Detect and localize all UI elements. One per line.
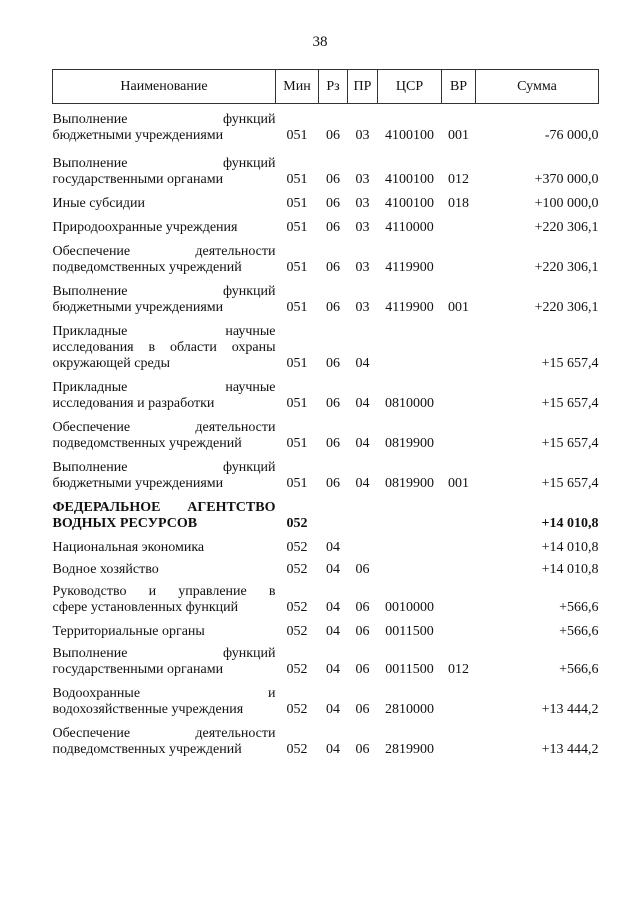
cell-pr [348, 492, 378, 532]
cell-min: 051 [286, 220, 308, 235]
budget-table [52, 69, 599, 758]
row-name-line: Выполнение функций [52, 284, 276, 299]
cell-csr: 4100100 [385, 196, 434, 211]
row-name-line: Водоохранные и [52, 686, 276, 701]
row-name-line: Обеспечение деятельности [52, 726, 276, 741]
row-name [53, 452, 276, 492]
table-header [53, 70, 599, 104]
cell-vr [442, 556, 476, 578]
cell-vr: 012 [448, 662, 469, 677]
cell-sum: +220 306,1 [534, 260, 599, 275]
row-name [53, 640, 276, 678]
cell-csr: 0819900 [385, 476, 434, 491]
cell-sum: +13 444,2 [541, 742, 599, 757]
row-name-line: Природоохранные учреждения [52, 220, 238, 235]
cell-vr [442, 616, 476, 640]
cell-sum: +566,6 [559, 624, 599, 639]
row-name [53, 276, 276, 316]
header-vr: ВР [442, 70, 476, 104]
row-name [53, 212, 276, 236]
row-name-line: Обеспечение деятельности [52, 244, 276, 259]
cell-rz: 06 [326, 260, 340, 275]
cell-rz: 06 [326, 356, 340, 371]
cell-vr [442, 316, 476, 372]
table-row [53, 276, 599, 316]
cell-vr: 018 [448, 196, 469, 211]
cell-vr [442, 236, 476, 276]
cell-min: 051 [286, 396, 308, 411]
cell-vr [442, 412, 476, 452]
row-name [53, 492, 276, 532]
cell-csr: 2810000 [385, 702, 434, 717]
cell-pr: 03 [355, 300, 370, 315]
cell-vr [442, 372, 476, 412]
cell-rz: 06 [326, 436, 340, 451]
row-name [53, 236, 276, 276]
cell-csr: 2819900 [385, 742, 434, 757]
table-row [53, 452, 599, 492]
cell-csr: 0819900 [385, 436, 434, 451]
cell-vr: 001 [448, 300, 469, 315]
cell-vr [442, 718, 476, 758]
cell-vr [442, 532, 476, 556]
row-name-line: ФЕДЕРАЛЬНОЕ АГЕНТСТВО [52, 500, 276, 515]
row-name [53, 144, 276, 188]
cell-min: 051 [286, 356, 308, 371]
row-name [53, 316, 276, 372]
cell-rz: 06 [326, 172, 340, 187]
row-name [53, 104, 276, 145]
cell-min: 051 [286, 476, 308, 491]
cell-pr: 06 [355, 662, 370, 677]
table-row [53, 718, 599, 758]
cell-csr: 4110000 [385, 220, 434, 235]
row-name-line: подведомственных учреждений [52, 260, 242, 275]
cell-csr: 4119900 [385, 300, 434, 315]
row-name-line: ВОДНЫХ РЕСУРСОВ [52, 516, 198, 531]
page-number: 38 [312, 34, 328, 50]
cell-vr [442, 212, 476, 236]
row-name-line: Водное хозяйство [52, 562, 159, 577]
row-name-line: Выполнение функций [52, 646, 276, 661]
row-name-line: государственными органами [52, 172, 224, 187]
row-name-line: бюджетными учреждениями [52, 476, 224, 491]
row-name-line: Руководство и управление в [52, 584, 276, 599]
cell-csr: 0011500 [385, 624, 434, 639]
header-csr: ЦСР [378, 70, 442, 104]
cell-csr: 4119900 [385, 260, 434, 275]
header-min: Мин [276, 70, 319, 104]
row-name [53, 678, 276, 718]
cell-csr [378, 316, 442, 372]
cell-rz: 04 [326, 600, 340, 615]
row-name-line: Прикладные научные [52, 380, 276, 395]
cell-sum: +566,6 [559, 600, 599, 615]
table-row [53, 578, 599, 616]
cell-min: 052 [286, 516, 308, 531]
cell-min: 051 [286, 172, 308, 187]
cell-rz: 06 [326, 128, 340, 143]
row-name-line: бюджетными учреждениями [52, 128, 224, 143]
cell-sum: +14 010,8 [541, 516, 599, 531]
cell-sum: +14 010,8 [541, 562, 599, 577]
row-name-line: Выполнение функций [52, 460, 276, 475]
cell-pr: 03 [355, 172, 370, 187]
cell-vr [442, 578, 476, 616]
cell-sum: +13 444,2 [541, 702, 599, 717]
table-row [53, 316, 599, 372]
table-row [53, 188, 599, 212]
cell-min: 052 [286, 624, 308, 639]
cell-min: 051 [286, 128, 308, 143]
row-name-line: бюджетными учреждениями [52, 300, 224, 315]
cell-min: 052 [286, 702, 308, 717]
row-name-line: исследования и разработки [52, 396, 215, 411]
cell-sum: +566,6 [559, 662, 599, 677]
row-name [53, 372, 276, 412]
cell-vr: 001 [448, 128, 469, 143]
cell-sum: +220 306,1 [534, 220, 599, 235]
row-name-line: исследования в области охраны [52, 340, 276, 355]
cell-min: 052 [286, 600, 308, 615]
row-name-line: Национальная экономика [52, 540, 205, 555]
cell-pr: 03 [355, 260, 370, 275]
cell-min: 052 [286, 540, 308, 555]
row-name-line: водохозяйственные учреждения [52, 702, 244, 717]
cell-vr [442, 678, 476, 718]
cell-csr [378, 556, 442, 578]
cell-rz: 06 [326, 196, 340, 211]
row-name-line: Выполнение функций [52, 112, 276, 127]
row-name-line: подведомственных учреждений [52, 436, 242, 451]
cell-pr: 06 [355, 742, 370, 757]
row-name [53, 412, 276, 452]
row-name-line: подведомственных учреждений [52, 742, 242, 757]
table-row [53, 556, 599, 578]
row-name [53, 188, 276, 212]
cell-min: 052 [286, 662, 308, 677]
cell-vr: 012 [448, 172, 469, 187]
row-name-line: Выполнение функций [52, 156, 276, 171]
cell-rz: 06 [326, 300, 340, 315]
table-row [53, 532, 599, 556]
cell-min: 051 [286, 260, 308, 275]
cell-rz: 06 [326, 476, 340, 491]
table-row [53, 412, 599, 452]
cell-pr: 03 [355, 196, 370, 211]
cell-csr: 0010000 [385, 600, 434, 615]
header-rz: Рз [319, 70, 348, 104]
table-row [53, 678, 599, 718]
row-name [53, 616, 276, 640]
cell-pr: 04 [355, 356, 370, 371]
cell-rz: 04 [326, 742, 340, 757]
row-name [53, 718, 276, 758]
cell-vr: 001 [448, 476, 469, 491]
cell-sum: +15 657,4 [541, 436, 599, 451]
cell-rz: 06 [326, 220, 340, 235]
cell-pr: 04 [355, 396, 370, 411]
cell-csr: 4100100 [385, 172, 434, 187]
cell-sum: +14 010,8 [541, 540, 599, 555]
header-name: Наименование [53, 70, 276, 104]
cell-rz: 04 [326, 624, 340, 639]
table-body [53, 104, 599, 759]
cell-csr: 4100100 [385, 128, 434, 143]
table-row [53, 144, 599, 188]
cell-rz: 04 [326, 540, 340, 555]
cell-sum: +15 657,4 [541, 476, 599, 491]
cell-pr [348, 532, 378, 556]
row-name [53, 532, 276, 556]
cell-vr [442, 492, 476, 532]
cell-sum: -76 000,0 [544, 128, 599, 143]
row-name [53, 578, 276, 616]
cell-sum: +15 657,4 [541, 396, 599, 411]
table-row [53, 492, 599, 532]
cell-csr [378, 492, 442, 532]
cell-rz [319, 492, 348, 532]
table-row [53, 372, 599, 412]
cell-pr: 03 [355, 220, 370, 235]
cell-pr: 06 [355, 600, 370, 615]
row-name [53, 556, 276, 578]
header-pr: ПР [348, 70, 378, 104]
table-row [53, 616, 599, 640]
cell-pr: 06 [355, 702, 370, 717]
cell-rz: 06 [326, 396, 340, 411]
cell-csr: 0011500 [385, 662, 434, 677]
row-name-line: Обеспечение деятельности [52, 420, 276, 435]
cell-sum: +220 306,1 [534, 300, 599, 315]
cell-rz: 04 [326, 562, 340, 577]
cell-pr: 04 [355, 436, 370, 451]
row-name-line: окружающей среды [52, 356, 171, 371]
cell-min: 052 [286, 742, 308, 757]
row-name-line: Иные субсидии [52, 196, 146, 211]
row-name-line: Прикладные научные [52, 324, 276, 339]
cell-rz: 04 [326, 662, 340, 677]
header-sum: Сумма [476, 70, 599, 104]
row-name-line: Территориальные органы [52, 624, 205, 639]
cell-csr: 0810000 [385, 396, 434, 411]
row-name-line: сфере установленных функций [52, 600, 239, 615]
cell-sum: +100 000,0 [534, 196, 599, 211]
table-row [53, 236, 599, 276]
table-row [53, 640, 599, 678]
cell-sum: +15 657,4 [541, 356, 599, 371]
cell-pr: 03 [355, 128, 370, 143]
cell-pr: 06 [355, 562, 370, 577]
cell-csr [378, 532, 442, 556]
cell-min: 052 [286, 562, 308, 577]
cell-min: 051 [286, 196, 308, 211]
table-row [53, 212, 599, 236]
cell-sum: +370 000,0 [534, 172, 599, 187]
cell-pr: 06 [355, 624, 370, 639]
row-name-line: государственными органами [52, 662, 224, 677]
cell-min: 051 [286, 300, 308, 315]
cell-rz: 04 [326, 702, 340, 717]
cell-min: 051 [286, 436, 308, 451]
cell-pr: 04 [355, 476, 370, 491]
table-row [53, 104, 599, 145]
